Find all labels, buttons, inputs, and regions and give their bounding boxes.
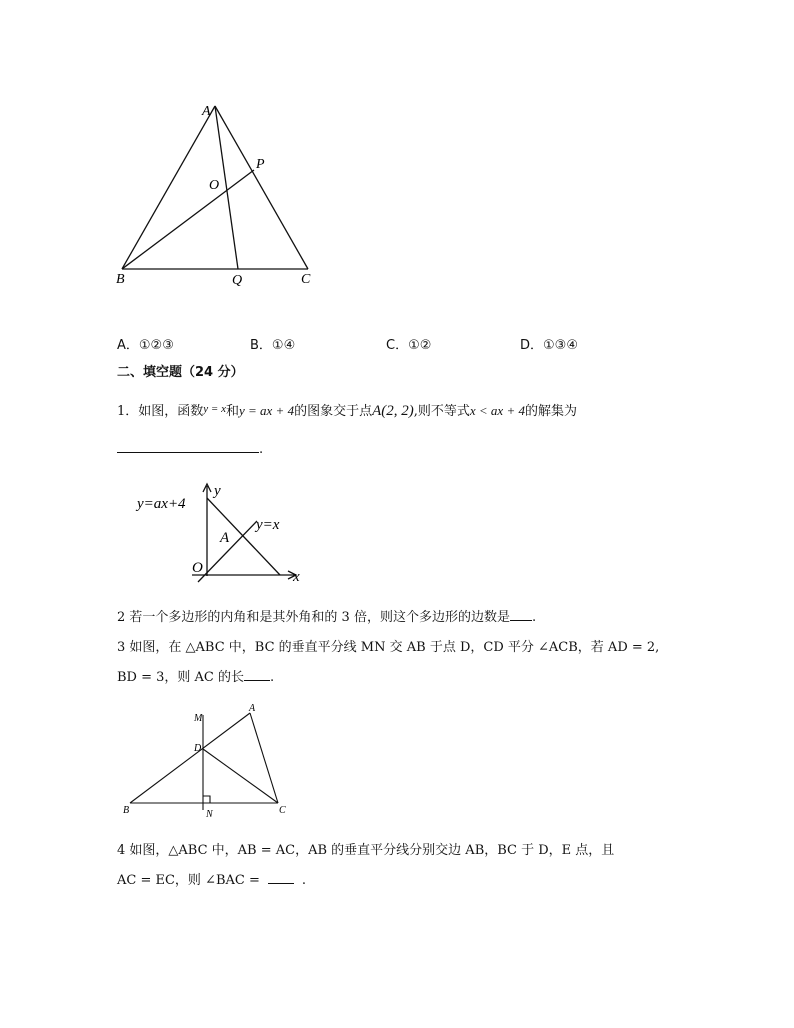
q1-mid2: ,则不等式 <box>413 404 470 419</box>
q1-func2: y = ax + 4 <box>238 403 295 418</box>
bisector-figure <box>118 700 298 825</box>
choice-d[interactable]: D．①③④ <box>520 338 578 353</box>
label-d: D <box>194 743 202 754</box>
label-a: A <box>249 703 256 714</box>
question-4-line2 <box>117 871 306 890</box>
q4-blank[interactable] <box>268 871 294 884</box>
question-3-line1: 3 如图，在 △ABC 中，BC 的垂直平分线 MN 交 AB 于点 D，CD 平分 ∠ACB，若 AD = 2, <box>117 640 660 655</box>
choice-a[interactable]: A．①②③ <box>117 338 174 353</box>
label-a: A <box>202 104 211 119</box>
label-b: B <box>123 805 130 816</box>
q3-line2-prefix: BD = 3，则 AC 的长 <box>117 670 245 685</box>
label-p: P <box>256 157 265 172</box>
label-x-axis: x <box>293 569 300 585</box>
q1-and: 和 <box>225 404 239 419</box>
label-c: C <box>301 272 311 287</box>
question-1 <box>117 400 577 421</box>
q1-point: A(2, 2) <box>372 403 414 419</box>
section-heading: 二、填空题（24 分） <box>117 365 244 380</box>
label-n: N <box>206 809 213 820</box>
q3-blank[interactable] <box>244 668 270 681</box>
q1-prefix: 1．如图，函数 <box>117 404 204 419</box>
q2-end: . <box>531 610 537 625</box>
label-o: O <box>209 178 220 193</box>
triangle-figure <box>110 98 330 293</box>
choice-b[interactable]: B．①④ <box>250 338 296 353</box>
q1-func1: y = x <box>203 403 226 415</box>
function-graph-figure <box>132 478 310 588</box>
question-4-line1: 4 如图，△ABC 中，AB = AC，AB 的垂直平分线分别交边 AB，BC 于 D，E 点，且 <box>117 843 615 858</box>
label-origin: O <box>192 560 203 576</box>
q4-end: . <box>301 873 307 888</box>
q1-mid: 的图象交于点 <box>294 404 373 419</box>
q2-text: 2 若一个多边形的内角和是其外角和的 3 倍，则这个多边形的边数是 <box>117 610 510 625</box>
q1-end: . <box>259 442 264 457</box>
label-line1: y=ax+4 <box>137 496 186 512</box>
label-c: C <box>279 805 286 816</box>
label-b: B <box>116 272 125 287</box>
q1-suffix: 的解集为 <box>524 404 577 419</box>
label-point-a: A <box>220 530 230 546</box>
label-q: Q <box>232 273 243 288</box>
q3-end: . <box>270 670 275 685</box>
question-3-line2 <box>117 668 274 687</box>
q1-answer-line[interactable] <box>117 438 263 459</box>
label-y-axis: y <box>214 483 221 499</box>
q4-line2-prefix: AC = EC，则 ∠BAC = <box>117 873 260 888</box>
question-2 <box>117 608 536 627</box>
q1-inequality: x < ax + 4 <box>469 403 525 418</box>
q1-blank[interactable] <box>117 438 259 453</box>
label-m: M <box>194 713 203 724</box>
q2-blank[interactable] <box>510 608 532 621</box>
label-line2: y=x <box>256 517 280 533</box>
choice-c[interactable]: C．①② <box>386 338 432 353</box>
